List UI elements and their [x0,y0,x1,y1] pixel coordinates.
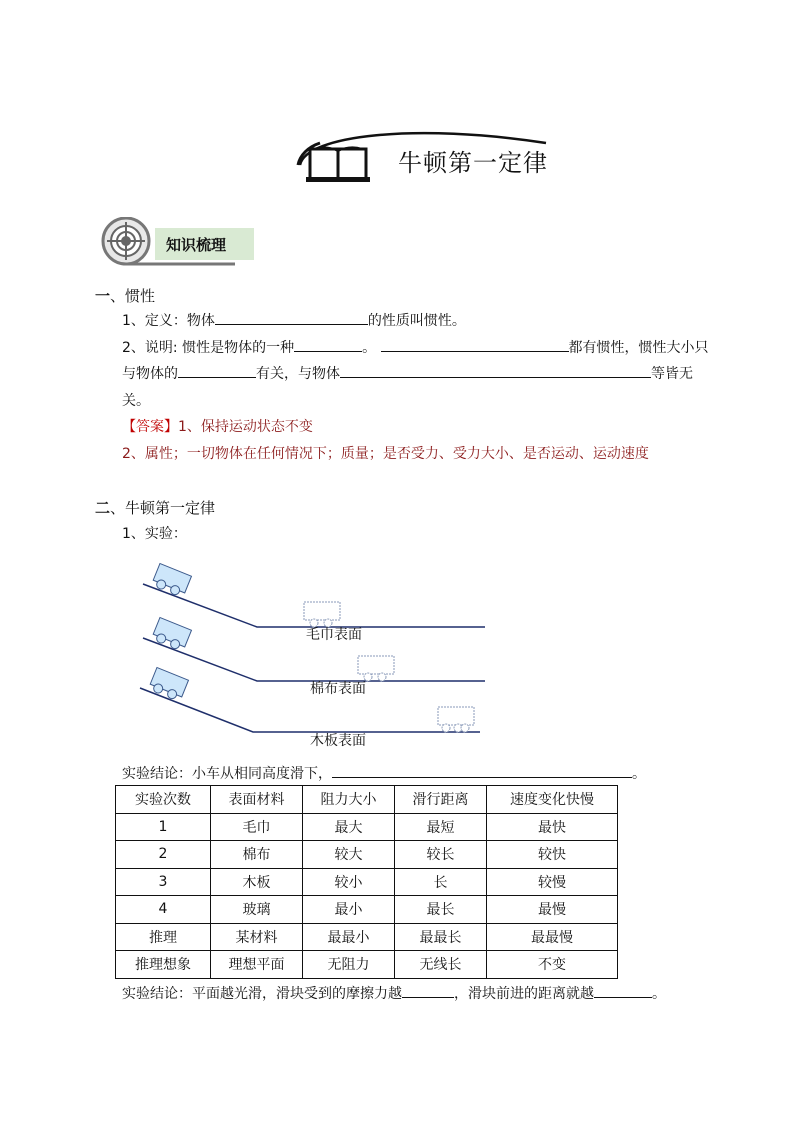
table-cell: 无线长 [395,951,487,979]
explanation-prefix: 2、说明: 惯性是物体的一种 [122,340,295,356]
table-row [116,951,618,979]
table-header-cell: 阻力大小 [303,786,395,814]
conclusion-prefix: 实验结论：小车从相同高度滑下， [122,766,332,782]
table-cell: 无阻力 [303,951,395,979]
answer-line-1 [122,417,313,437]
table-cell: 不变 [487,951,618,979]
table-cell: 某材料 [211,923,303,951]
conclusion2-mid: ，滑块前进的距离就越 [454,986,594,1002]
table-cell: 最最长 [395,923,487,951]
surface-label-wood: 木板表面 [310,733,366,749]
table-row [116,923,618,951]
conclusion-line-1 [122,764,646,784]
table-cell: 长 [395,868,487,896]
explanation-suffix: 都有惯性，惯性大小只 [568,340,709,356]
table-header-row [116,786,618,814]
heading-separator: 、 [110,499,126,517]
table-cell: 较快 [487,841,618,869]
blank-field[interactable] [340,364,651,378]
table-row [116,841,618,869]
table-cell: 3 [116,868,211,896]
table-cell: 推理 [116,923,211,951]
surface-label-cotton: 棉布表面 [310,681,366,697]
table-cell: 理想平面 [211,951,303,979]
table-cell: 较慢 [487,868,618,896]
table-cell: 最大 [303,813,395,841]
blank-field[interactable] [381,338,569,352]
table-cell: 木板 [211,868,303,896]
section-badge-label: 知识梳理 [166,236,227,254]
table-row [116,896,618,924]
heading-number: 一 [95,287,111,305]
answer-line-2: 2、属性；一切物体在任何情况下；质量；是否受力、受力大小、是否运动、运动速度 [122,446,649,462]
page-title: 牛顿第一定律 [398,149,548,177]
table-row [116,868,618,896]
table-cell: 4 [116,896,211,924]
section-heading-newton [95,497,215,518]
explanation-suffix-2: 等皆无 [651,366,693,382]
table-cell: 最最慢 [487,923,618,951]
table-cell: 最短 [395,813,487,841]
table-cell: 最慢 [487,896,618,924]
definition-suffix: 的性质叫惯性。 [367,313,466,329]
blank-field[interactable] [594,984,652,998]
blank-field[interactable] [402,984,454,998]
heading-number: 二 [95,499,111,517]
table-cell: 最小 [303,896,395,924]
table-cell: 棉布 [211,841,303,869]
blank-field[interactable] [332,764,632,778]
explanation-mid: 。 [362,340,377,356]
table-row [116,813,618,841]
blank-field[interactable] [294,338,362,352]
conclusion2-prefix: 实验结论：平面越光滑，滑块受到的摩擦力越 [122,986,402,1002]
experiment-diagram [135,555,495,755]
experiment-label: 1、实验： [122,526,187,542]
table-cell: 最最小 [303,923,395,951]
explanation-mid-2: 有关，与物体 [256,366,340,382]
heading-separator: 、 [110,287,126,305]
explanation-prefix-2: 与物体的 [122,366,178,382]
experiment-table [115,785,618,979]
table-header-cell: 速度变化快慢 [487,786,618,814]
answer-tag: 【答案】 [122,419,178,435]
definition-line [122,311,466,331]
table-header-cell: 实验次数 [116,786,211,814]
answer-text-1: 1、保持运动状态不变 [178,419,313,435]
heading-text: 牛顿第一定律 [125,499,216,517]
conclusion-suffix: 。 [632,766,646,782]
conclusion-line-2 [122,984,666,1004]
table-header-cell: 滑行距离 [395,786,487,814]
section-heading-inertia [95,285,155,306]
blank-field[interactable] [215,311,368,325]
table-cell: 较小 [303,868,395,896]
table-cell: 较长 [395,841,487,869]
blank-field[interactable] [178,364,256,378]
definition-prefix: 1、定义：物体 [122,313,215,329]
table-cell: 1 [116,813,211,841]
explanation-line [122,338,709,358]
table-header-cell: 表面材料 [211,786,303,814]
table-cell: 2 [116,841,211,869]
table-cell: 最长 [395,896,487,924]
table-cell: 玻璃 [211,896,303,924]
table-cell: 较大 [303,841,395,869]
table-cell: 最快 [487,813,618,841]
heading-text: 惯性 [125,287,156,305]
explanation-line-3: 关。 [122,393,150,409]
table-cell: 推理想象 [116,951,211,979]
conclusion2-suffix: 。 [652,986,666,1002]
table-cell: 毛巾 [211,813,303,841]
explanation-line-2 [122,364,693,384]
surface-label-towel: 毛巾表面 [306,627,362,643]
